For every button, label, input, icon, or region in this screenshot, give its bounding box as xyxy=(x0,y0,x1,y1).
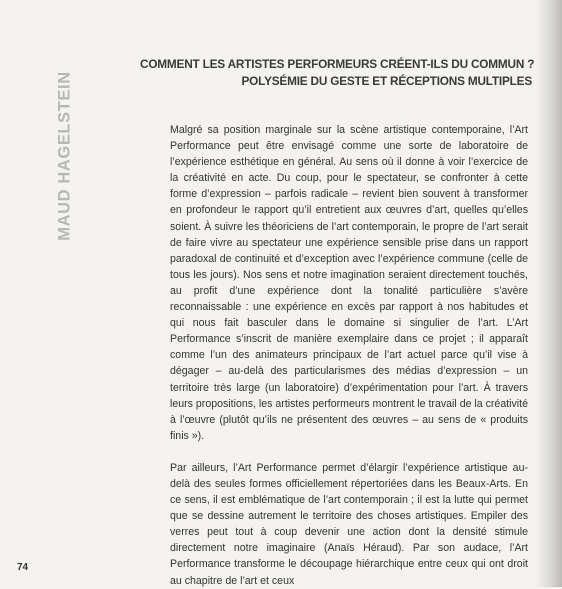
paragraph-1: Malgré sa position marginale sur la scène artistique contemporaine, l’Art Performance peut être envisagé comme une sorte de laboratoire de l’expérience esthétique en général. Au sens où il donne à voir l’exercice de la créativité en acte. Du coup, pour le spectateur, se confronter à cette forme d’expression – parfois radicale – revient bien souvent à transformer en profondeur le rapport qu’il entretient aux œuvres d’art, quelles qu’elles soient. À suivre les théoriciens de l’art contemporain, le propre de l’art serait de faire vivre au spectateur une expérience sensible prise dans un rapport paradoxal de continuité et d’exception avec l’expérience commune (celle de tous les jours). Nos sens et notre imagination seraient directement touchés, au profit d’une expérience dont la tonalité particulière s’avère reconnaissable : une expérience en excès par rapport à nos habitudes et qui nous fait basculer dans le domaine si singulier de l’art. L’Art Performance s’inscrit de manière exemplaire dans ce projet ; il apparaît comme l’un des animateurs principaux de l’art actuel parce qu’il vise à dégager – au-delà des particularismes des médias d’expression – un territoire très large (un laboratoire) d’expérimentation pour l’art. À travers leurs propositions, les artistes performeurs montrent le travail de la créativité à l’œuvre (plutôt qu’ils ne présentent des œuvres – au sens de « produits finis »). xyxy=(170,124,528,442)
paragraph-2: Par ailleurs, l’Art Performance permet d’élargir l’expérience artistique au-delà des seules formes officiellement répertoriées dans les Beaux-Arts. En ce sens, il est emblématique de l’art contemporain ; il est la lutte qui permet que se dessine autrement le territoire des choses artistiques. Empiler des verres peut tout à coup devenir une action dont la densité stimule directement notre imaginaire (Anaïs Héraud). Par son audace, l’Art Performance transforme le découpage hiérarchique entre ceux qui ont droit au chapitre de l’art et ceux xyxy=(170,461,528,587)
author-name-text: MAUD HAGELSTEIN xyxy=(55,71,74,241)
body-text xyxy=(170,122,528,589)
page-number: 74 xyxy=(17,562,29,573)
page-gutter-shadow xyxy=(536,0,562,587)
author-name xyxy=(54,58,76,254)
chapter-title xyxy=(140,56,535,90)
chapter-title-line-1: COMMENT LES ARTISTES PERFORMEURS CRÉENT-ILS DU COMMUN ? xyxy=(140,57,535,71)
chapter-title-line-2: POLYSÉMIE DU GESTE ET RÉCEPTIONS MULTIPLES xyxy=(241,74,532,88)
